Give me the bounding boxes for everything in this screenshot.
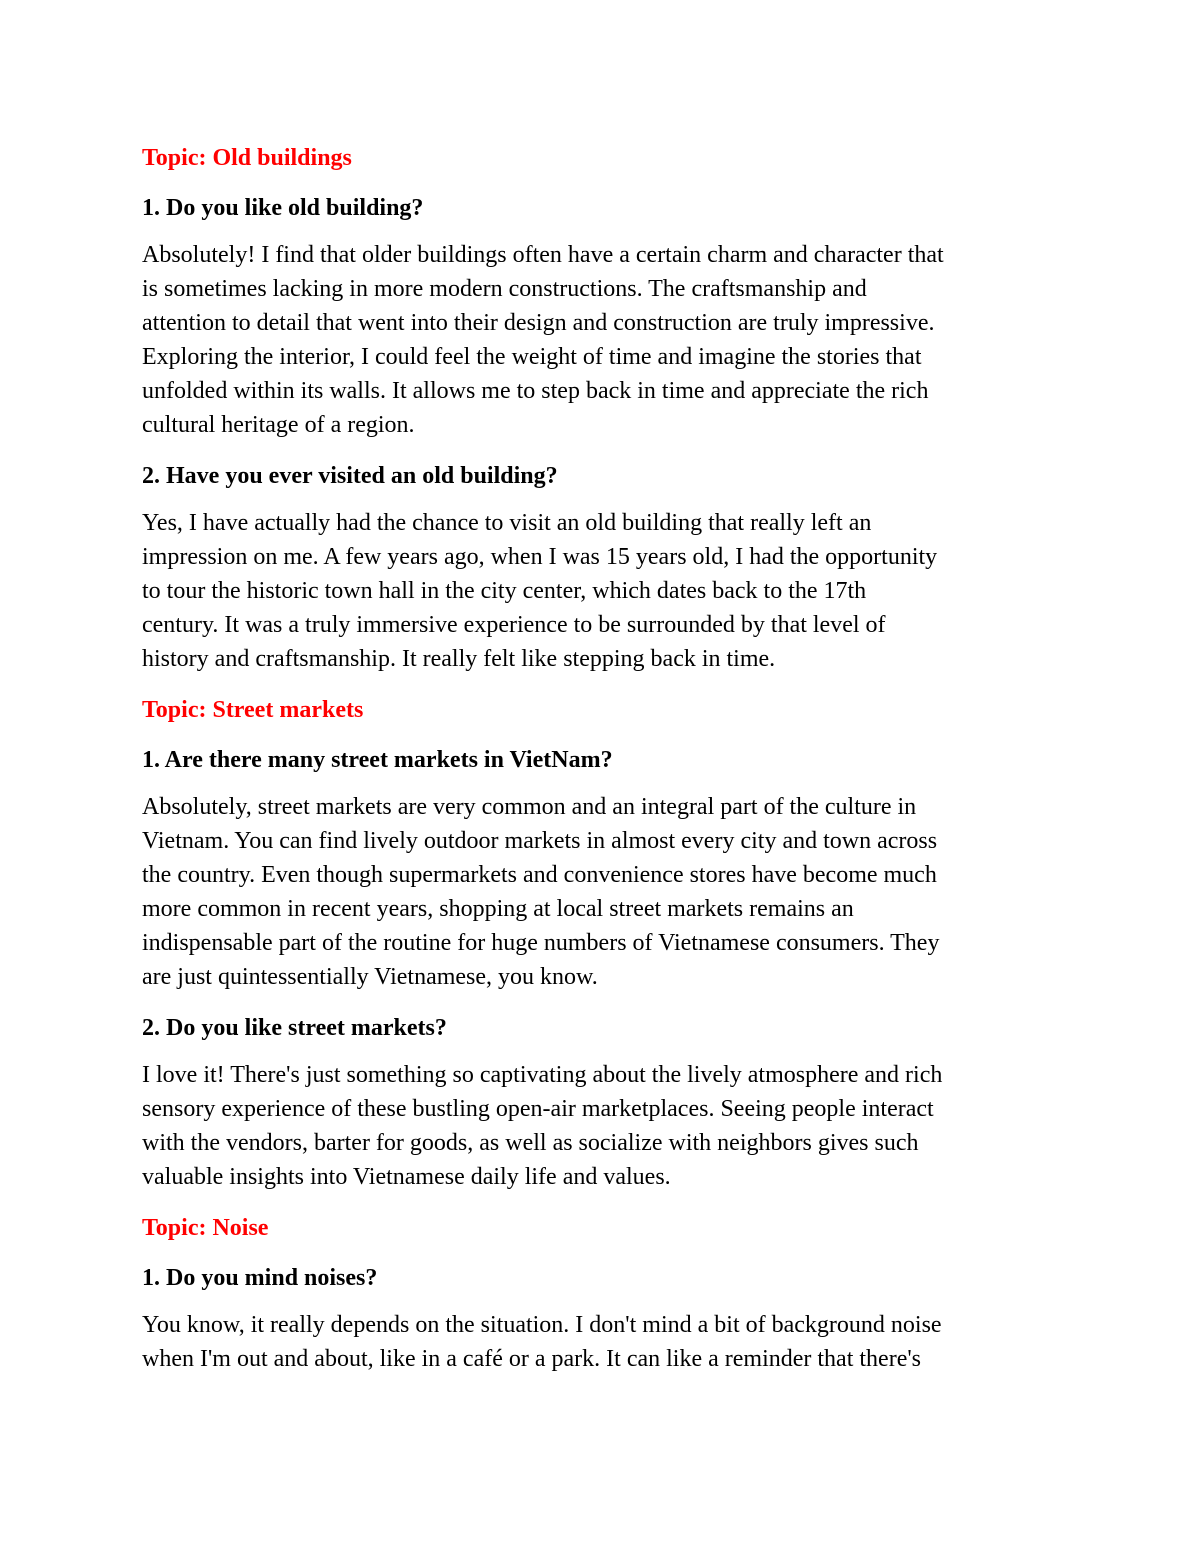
answer-paragraph [142,1058,1082,1194]
answer-line: cultural heritage of a region. [142,412,415,438]
answer-line: Absolutely, street markets are very common and an integral part of the culture in [142,794,917,820]
answer-line: more common in recent years, shopping at local street markets remains an [142,896,854,922]
question-heading: 2. Have you ever visited an old building? [142,463,558,489]
answer-line: is sometimes lacking in more modern constructions. The craftsmanship and [142,276,867,302]
answer-paragraph [142,1308,1082,1376]
answer-line: indispensable part of the routine for huge numbers of Vietnamese consumers. They [142,930,940,956]
section-old-buildings [142,138,1082,676]
answer-paragraph [142,790,1082,994]
topic-heading: Topic: Street markets [142,697,364,723]
answer-line: impression on me. A few years ago, when I was 15 years old, I had the opportunity [142,544,938,570]
topic-heading: Topic: Noise [142,1215,269,1241]
answer-line: I love it! There's just something so captivating about the lively atmosphere and rich [142,1062,943,1088]
question-heading: 1. Do you mind noises? [142,1265,378,1291]
answer-line: sensory experience of these bustling open-air marketplaces. Seeing people interact [142,1096,934,1122]
answer-line: the country. Even though supermarkets and convenience stores have become much [142,862,937,888]
answer-line: attention to detail that went into their design and construction are truly impressive. [142,310,935,336]
section-street-markets [142,690,1082,1194]
answer-paragraph [142,506,1082,676]
answer-line: with the vendors, barter for goods, as well as socialize with neighbors gives such [142,1130,919,1156]
answer-line: to tour the historic town hall in the city center, which dates back to the 17th [142,578,867,604]
answer-line: century. It was a truly immersive experience to be surrounded by that level of [142,612,886,638]
answer-line: You know, it really depends on the situation. I don't mind a bit of background noise [142,1312,942,1338]
question-heading: 2. Do you like street markets? [142,1015,447,1041]
answer-line: Yes, I have actually had the chance to visit an old building that really left an [142,510,872,536]
question-heading: 1. Are there many street markets in VietNam? [142,747,613,773]
section-noise [142,1208,1082,1376]
answer-line: unfolded within its walls. It allows me to step back in time and appreciate the rich [142,378,929,404]
answer-line: Absolutely! I find that older buildings often have a certain charm and character that [142,242,944,268]
answer-line: Vietnam. You can find lively outdoor markets in almost every city and town across [142,828,938,854]
answer-line: valuable insights into Vietnamese daily life and values. [142,1164,671,1190]
answer-line: Exploring the interior, I could feel the weight of time and imagine the stories that [142,344,922,370]
answer-paragraph [142,238,1082,442]
answer-line: when I'm out and about, like in a café or a park. It can like a reminder that there's [142,1346,922,1372]
document-page [142,138,1082,1390]
answer-line: history and craftsmanship. It really felt like stepping back in time. [142,646,776,672]
question-heading: 1. Do you like old building? [142,195,424,221]
answer-line: are just quintessentially Vietnamese, you know. [142,964,598,990]
topic-heading: Topic: Old buildings [142,145,352,171]
